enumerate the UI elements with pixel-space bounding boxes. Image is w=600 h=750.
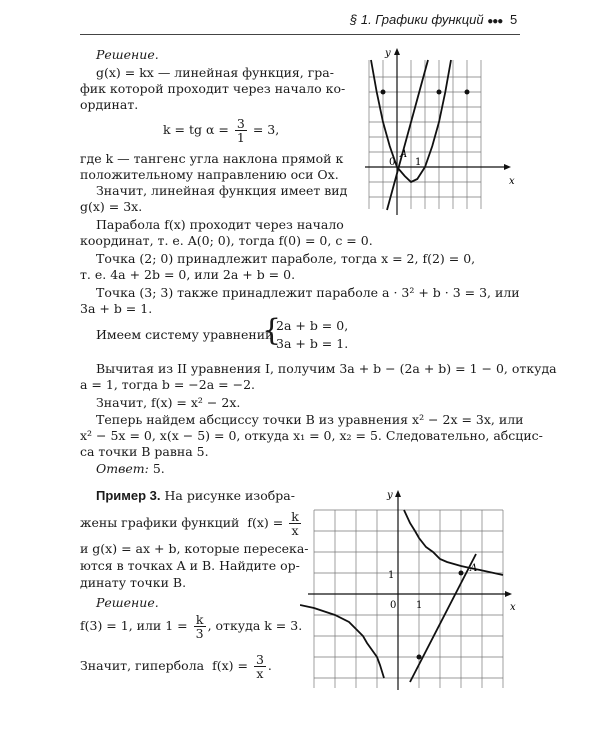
- point-b-dot: [417, 655, 422, 660]
- system-eq1: 2a + b = 0,: [276, 318, 349, 333]
- section-title: § 1. Графики функций: [350, 12, 484, 27]
- example3-title: Пример 3.: [96, 488, 161, 503]
- point-a-label: A: [400, 149, 408, 160]
- page-number: 5: [509, 12, 518, 27]
- text-line: координат, т. е. A(0; 0), тогда f(0) = 0, c = 0.: [80, 233, 373, 248]
- x-axis-arrow: [504, 164, 511, 170]
- text-line: ординат.: [80, 97, 139, 112]
- origin-label: 0: [389, 157, 396, 168]
- answer-value: 5.: [152, 461, 165, 476]
- origin-label: 0: [390, 600, 397, 611]
- text-line: Парабола f(x) проходит через начало: [96, 217, 344, 232]
- text-line: 3a + b = 1.: [80, 301, 153, 316]
- y-axis-label: y: [385, 48, 391, 59]
- text-line: g(x) = kx — линейная функция, гра-: [96, 65, 334, 80]
- text-line: x² − 5x = 0, x(x − 5) = 0, откуда x₁ = 0, x₂ = 5. Следовательно, абсцис-: [80, 428, 543, 443]
- text-line: g(x) = 3x.: [80, 199, 143, 214]
- text-line: Значит, линейная функция имеет вид: [96, 183, 348, 198]
- hyperbola-branch-left: [300, 605, 384, 678]
- fraction: $\frac{3}{1}$: [236, 116, 245, 145]
- example3-title-line: [96, 488, 295, 504]
- x-axis-arrow: [505, 591, 512, 597]
- brace: {: [262, 313, 282, 348]
- unit-label: 1: [415, 157, 422, 168]
- text-line: т. е. 4a + 2b = 0, или 2a + b = 0.: [80, 267, 296, 282]
- unit-y-label: 1: [388, 570, 395, 581]
- equation-system: [96, 313, 349, 351]
- grid: [314, 510, 503, 688]
- solution-heading: Решение.: [96, 47, 159, 62]
- y-axis-label: y: [387, 490, 393, 501]
- y-axis-arrow: [394, 48, 400, 55]
- text-line: Теперь найдем абсциссу точки B из уравнения x² − 2x = 3x, или: [96, 412, 524, 427]
- x-axis-label: x: [509, 176, 515, 187]
- linear-function-line: [387, 60, 428, 210]
- text-line: Точка (3; 3) также принадлежит параболе a · 3² + b · 3 = 3, или: [96, 285, 520, 300]
- text-line: положительному направлению оси Ox.: [80, 167, 339, 182]
- x-axis-label: x: [510, 602, 516, 613]
- text-line: Точка (2; 0) принадлежит параболе, тогда x = 2, f(2) = 0,: [96, 251, 476, 266]
- unit-x-label: 1: [416, 600, 423, 611]
- header-rule: [80, 34, 520, 35]
- graph-hyperbola-line: [300, 480, 525, 690]
- fraction: $\frac{k}{3}$: [195, 612, 204, 641]
- answer: [96, 461, 165, 477]
- example3-solution-line1: f(3) = 1, или 1 = $\frac{k}{3}$ , откуда k = 3.: [80, 612, 303, 641]
- header-dots: ●●●: [487, 16, 503, 27]
- point-dot: [437, 90, 442, 95]
- text-line: где k — тангенс угла наклона прямой к: [80, 151, 344, 166]
- point-dot: [381, 90, 386, 95]
- fraction: $\frac{k}{x}$: [291, 509, 299, 538]
- system-intro: Имеем систему уравнений: [96, 327, 274, 342]
- text-line: са точки B равна 5.: [80, 444, 209, 459]
- system-eq2: 3a + b = 1.: [276, 336, 349, 351]
- text-line: Значит, f(x) = x² − 2x.: [96, 395, 241, 410]
- point-dot: [465, 90, 470, 95]
- k-formula: k = tg α = $\frac{3}{1}$ = 3,: [163, 116, 280, 145]
- answer-label: Ответ:: [96, 461, 149, 476]
- text-line: Вычитая из II уравнения I, получим 3a + b − (2a + b) = 1 − 0, откуда: [96, 361, 557, 376]
- text-line: и g(x) = ax + b, которые пересека-: [80, 541, 309, 556]
- fraction: $\frac{3}{x}$: [255, 652, 264, 681]
- text-line: фик которой проходит через начало ко-: [80, 81, 346, 96]
- y-axis-arrow: [395, 490, 401, 497]
- example3-solution-line2: Значит, гипербола f(x) = $\frac{3}{x}$ .: [80, 652, 272, 681]
- text-line: динату точки B.: [80, 575, 187, 590]
- solution-heading: Решение.: [96, 595, 159, 610]
- example3-line2: жены графики функций f(x) = $\frac{k}{x}$: [80, 509, 299, 538]
- point-a-dot: [459, 571, 464, 576]
- graph-parabola-line: [355, 40, 525, 220]
- point-a-label: A: [470, 563, 478, 574]
- running-header: [350, 12, 517, 27]
- text-line: a = 1, тогда b = −2a = −2.: [80, 377, 256, 392]
- text-line: На рисунке изобра-: [164, 488, 295, 503]
- text-line: ются в точках A и B. Найдите ор-: [80, 558, 300, 573]
